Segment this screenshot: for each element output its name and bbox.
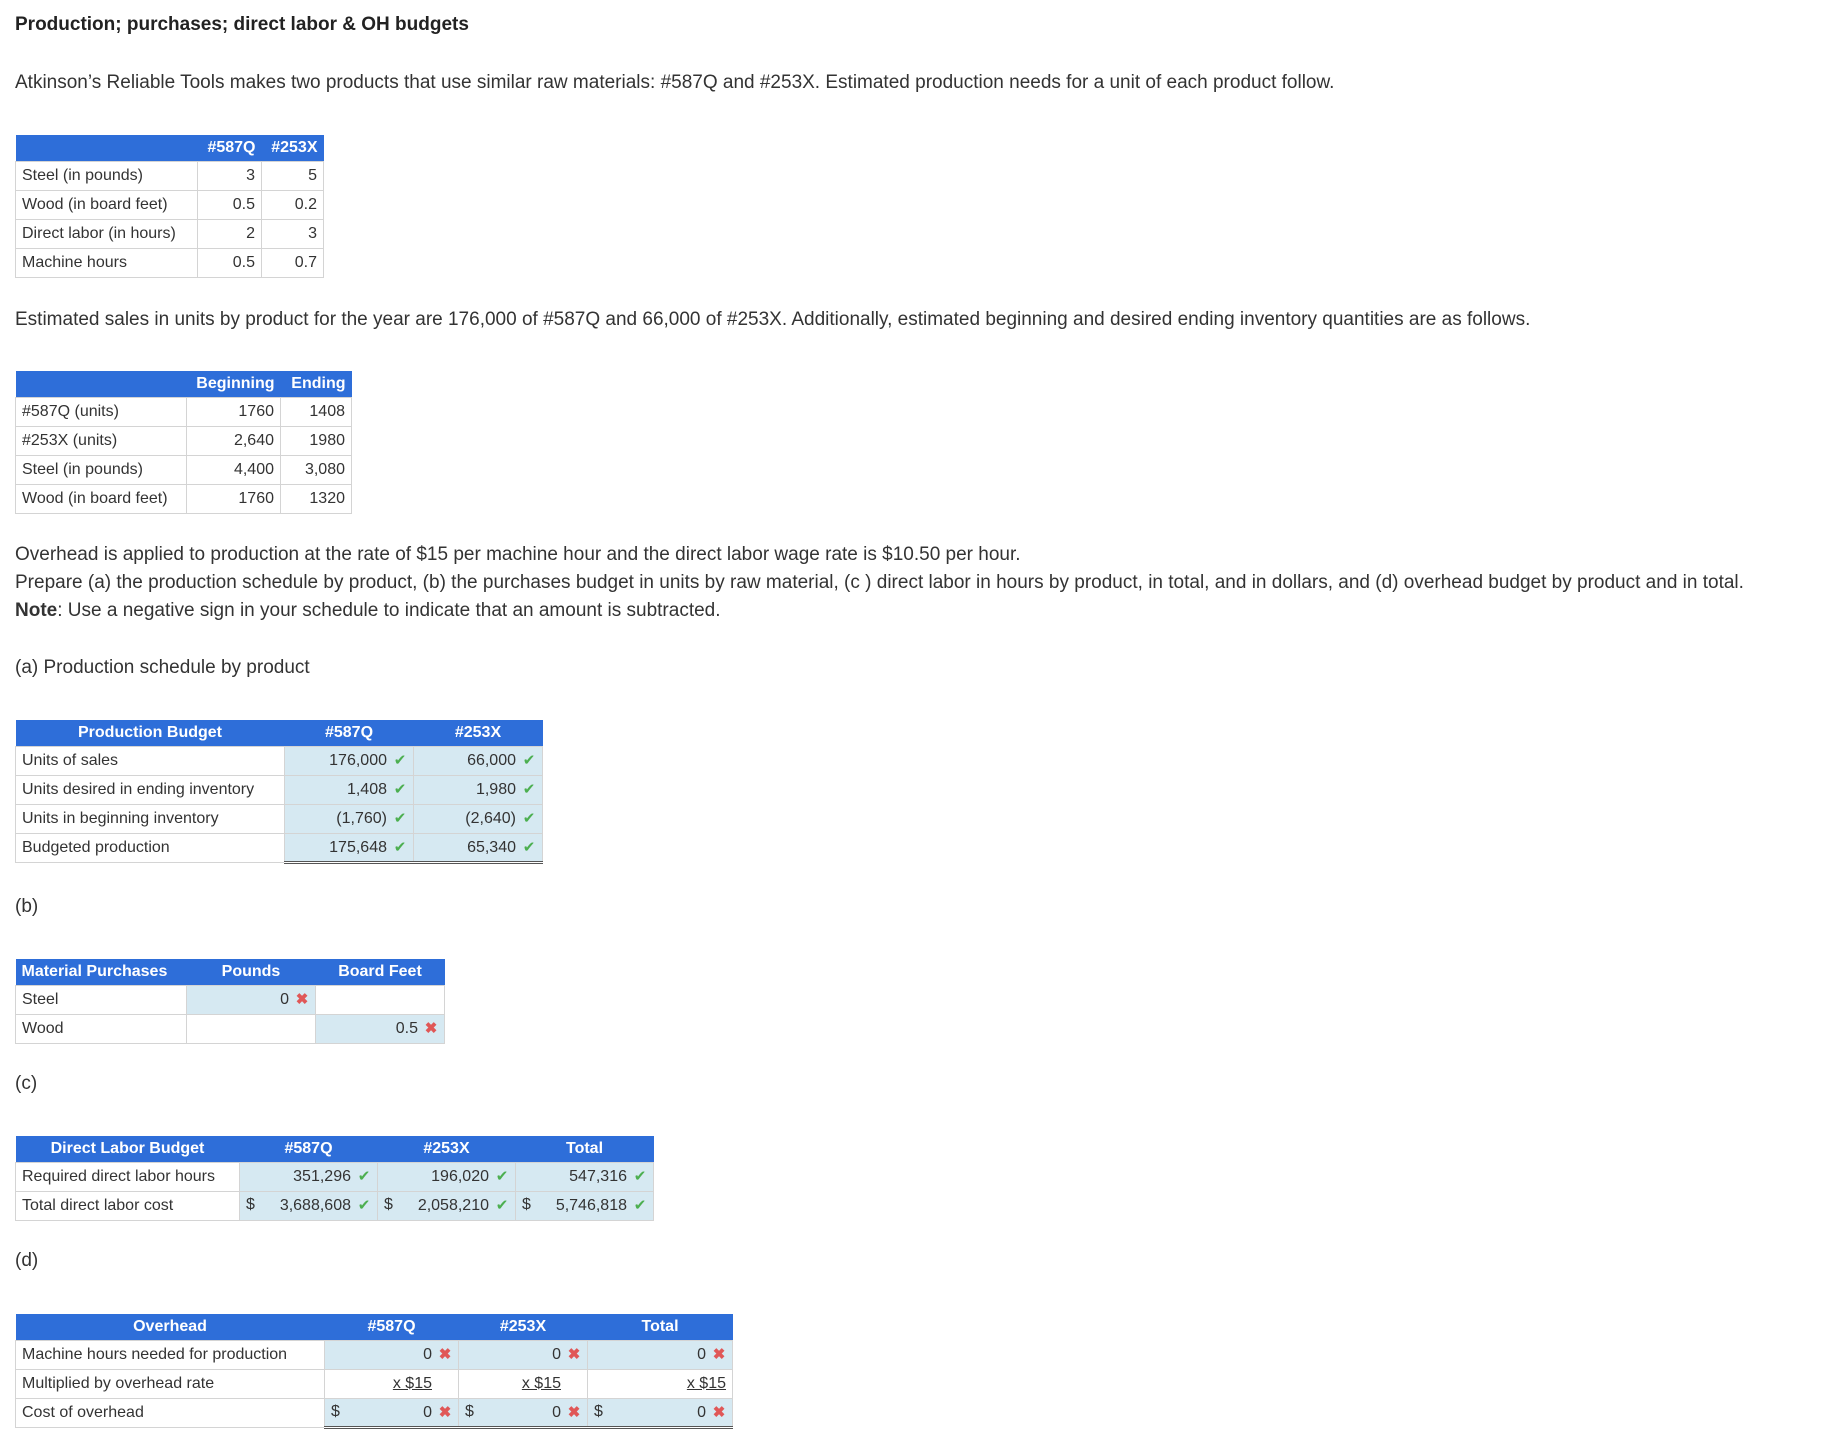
- instructions-line-1: Overhead is applied to production at the rate of $15 per machine hour and the direct labor wage rate is $10.50 per hour.: [15, 544, 1021, 565]
- direct-labor-header: Direct Labor Budget: [16, 1136, 240, 1162]
- check-icon: ✔: [357, 1168, 371, 1185]
- section-c-label: (c): [15, 1073, 38, 1094]
- material-purchases-header: Material Purchases: [16, 959, 187, 985]
- note-text: : Use a negative sign in your schedule to indicate that an amount is subtracted.: [57, 600, 721, 621]
- material-purchases-table: [15, 959, 445, 1044]
- col-header-587q: #587Q: [198, 135, 262, 161]
- check-icon: ✔: [393, 810, 407, 827]
- row-label: Wood (in board feet): [16, 190, 198, 219]
- row-label: Total direct labor cost: [16, 1191, 240, 1220]
- beginning-value: 1760: [187, 484, 281, 513]
- value-587q: 2: [198, 219, 262, 248]
- intro-text: Atkinson’s Reliable Tools makes two products that use similar raw materials: #587Q and #253X. Estimated production needs for a unit of each product follow.: [15, 72, 1335, 93]
- table-row: [16, 426, 352, 455]
- row-label: Multiplied by overhead rate: [16, 1369, 325, 1398]
- check-icon: ✔: [495, 1168, 509, 1185]
- table-row: [16, 219, 324, 248]
- currency-symbol: $: [465, 1402, 474, 1420]
- col-header-beginning: Beginning: [187, 371, 281, 397]
- currency-symbol: $: [594, 1402, 603, 1420]
- check-icon: ✔: [633, 1168, 647, 1185]
- overhead-rate-253x: x $15: [459, 1369, 588, 1398]
- machine-hours-253x-field[interactable]: 0 ✖: [459, 1340, 588, 1369]
- wood-pounds-cell: [187, 1014, 316, 1043]
- check-icon: ✔: [393, 781, 407, 798]
- overhead-budget-table: [15, 1314, 733, 1429]
- overhead-cost-253x-field[interactable]: $ 0 ✖: [459, 1398, 588, 1427]
- value-253x: 3: [262, 219, 324, 248]
- machine-hours-587q-field[interactable]: 0 ✖: [325, 1340, 459, 1369]
- section-b-label: (b): [15, 896, 39, 917]
- table-row: [16, 804, 543, 833]
- wood-board-feet-field[interactable]: 0.5 ✖: [316, 1014, 445, 1043]
- cross-icon: ✖: [295, 991, 309, 1008]
- check-icon: ✔: [522, 810, 536, 827]
- table-row: [16, 190, 324, 219]
- ending-inventory-253x-field[interactable]: 1,980 ✔: [414, 775, 543, 804]
- ending-value: 1320: [281, 484, 352, 513]
- cross-icon: ✖: [438, 1403, 452, 1421]
- labor-cost-253x-field[interactable]: $ 2,058,210 ✔: [378, 1191, 516, 1220]
- row-label: Required direct labor hours: [16, 1162, 240, 1191]
- table-row: [16, 397, 352, 426]
- row-label: Units desired in ending inventory: [16, 775, 285, 804]
- check-icon: ✔: [393, 752, 407, 769]
- ending-value: 1408: [281, 397, 352, 426]
- value-253x: 5: [262, 161, 324, 190]
- col-header-253x: #253X: [414, 720, 543, 746]
- page-title: Production; purchases; direct labor & OH budgets: [15, 14, 469, 35]
- col-header-board-feet: Board Feet: [316, 959, 445, 985]
- section-d-label: (d): [15, 1250, 39, 1271]
- overhead-rate-587q: x $15: [325, 1369, 459, 1398]
- units-of-sales-587q-field[interactable]: 176,000 ✔: [285, 746, 414, 775]
- beginning-value: 2,640: [187, 426, 281, 455]
- row-label: #587Q (units): [16, 397, 187, 426]
- value-587q: 3: [198, 161, 262, 190]
- ending-value: 3,080: [281, 455, 352, 484]
- table-row: [16, 1191, 654, 1220]
- beginning-inventory-253x-field[interactable]: (2,640) ✔: [414, 804, 543, 833]
- cross-icon: ✖: [712, 1403, 726, 1421]
- labor-hours-253x-field[interactable]: 196,020 ✔: [378, 1162, 516, 1191]
- row-label: Steel: [16, 985, 187, 1014]
- labor-cost-587q-field[interactable]: $ 3,688,608 ✔: [240, 1191, 378, 1220]
- table-row: [16, 833, 543, 862]
- budgeted-production-253x-field[interactable]: 65,340 ✔: [414, 833, 543, 862]
- row-label: Machine hours needed for production: [16, 1340, 325, 1369]
- check-icon: ✔: [522, 752, 536, 769]
- table-row: [16, 484, 352, 513]
- cross-icon: ✖: [567, 1403, 581, 1421]
- table-row: [16, 1014, 445, 1043]
- currency-symbol: $: [246, 1196, 255, 1213]
- check-icon: ✔: [633, 1197, 647, 1214]
- row-label: Machine hours: [16, 248, 198, 277]
- currency-symbol: $: [522, 1196, 531, 1213]
- cross-icon: ✖: [567, 1346, 581, 1363]
- row-label: Direct labor (in hours): [16, 219, 198, 248]
- labor-hours-total-field[interactable]: 547,316 ✔: [516, 1162, 654, 1191]
- value-253x: 0.2: [262, 190, 324, 219]
- col-header-253x: #253X: [459, 1314, 588, 1340]
- beginning-value: 4,400: [187, 455, 281, 484]
- beginning-inventory-587q-field[interactable]: (1,760) ✔: [285, 804, 414, 833]
- col-header-587q: #587Q: [325, 1314, 459, 1340]
- section-a-label: (a) Production schedule by product: [15, 657, 310, 678]
- col-header-587q: #587Q: [285, 720, 414, 746]
- sales-text: Estimated sales in units by product for the year are 176,000 of #587Q and 66,000 of #253X. Additionally, estimated beginning and desired ending inventory quantities are as follows.: [15, 309, 1531, 330]
- check-icon: ✔: [393, 838, 407, 856]
- table-row: [16, 1162, 654, 1191]
- value-587q: 0.5: [198, 190, 262, 219]
- budgeted-production-587q-field[interactable]: 175,648 ✔: [285, 833, 414, 862]
- check-icon: ✔: [522, 838, 536, 856]
- check-icon: ✔: [357, 1197, 371, 1214]
- table-row: [16, 1398, 733, 1427]
- table-row: [16, 985, 445, 1014]
- col-header-ending: Ending: [281, 371, 352, 397]
- col-header-253x: #253X: [262, 135, 324, 161]
- row-label: Wood: [16, 1014, 187, 1043]
- instructions-note: [15, 600, 721, 622]
- check-icon: ✔: [495, 1197, 509, 1214]
- overhead-rate-total: x $15: [588, 1369, 733, 1398]
- ending-value: 1980: [281, 426, 352, 455]
- production-budget-header: Production Budget: [16, 720, 285, 746]
- col-header-total: Total: [516, 1136, 654, 1162]
- instructions-line-2: Prepare (a) the production schedule by product, (b) the purchases budget in units by raw material, (c ) direct labor in hours by product, in total, and in dollars, and (d) overhead budget by product and in total.: [15, 572, 1744, 593]
- value-253x: 0.7: [262, 248, 324, 277]
- note-label: Note: [15, 600, 58, 621]
- overhead-header: Overhead: [16, 1314, 325, 1340]
- beginning-value: 1760: [187, 397, 281, 426]
- currency-symbol: $: [331, 1402, 340, 1420]
- check-icon: ✔: [522, 781, 536, 798]
- inventory-table: [15, 371, 352, 514]
- row-label: Cost of overhead: [16, 1398, 325, 1427]
- corner-header: [16, 135, 198, 161]
- col-header-total: Total: [588, 1314, 733, 1340]
- row-label: Steel (in pounds): [16, 161, 198, 190]
- labor-cost-total-field[interactable]: $ 5,746,818 ✔: [516, 1191, 654, 1220]
- row-label: Wood (in board feet): [16, 484, 187, 513]
- cross-icon: ✖: [438, 1346, 452, 1363]
- overhead-cost-587q-field[interactable]: $ 0 ✖: [325, 1398, 459, 1427]
- ending-inventory-587q-field[interactable]: 1,408 ✔: [285, 775, 414, 804]
- table-row: [16, 455, 352, 484]
- steel-pounds-field[interactable]: 0 ✖: [187, 985, 316, 1014]
- table-row: [16, 775, 543, 804]
- units-of-sales-253x-field[interactable]: 66,000 ✔: [414, 746, 543, 775]
- cross-icon: ✖: [424, 1020, 438, 1037]
- table-row: [16, 1369, 733, 1398]
- value-587q: 0.5: [198, 248, 262, 277]
- direct-labor-budget-table: [15, 1136, 654, 1221]
- labor-hours-587q-field[interactable]: 351,296 ✔: [240, 1162, 378, 1191]
- overhead-cost-total-field[interactable]: $ 0 ✖: [588, 1398, 733, 1427]
- row-label: #253X (units): [16, 426, 187, 455]
- steel-board-feet-cell: [316, 985, 445, 1014]
- row-label: Steel (in pounds): [16, 455, 187, 484]
- production-needs-table: [15, 135, 324, 278]
- table-row: [16, 746, 543, 775]
- row-label: Units in beginning inventory: [16, 804, 285, 833]
- row-label: Units of sales: [16, 746, 285, 775]
- table-row: [16, 161, 324, 190]
- row-label: Budgeted production: [16, 833, 285, 862]
- table-row: [16, 248, 324, 277]
- machine-hours-total-field[interactable]: 0 ✖: [588, 1340, 733, 1369]
- production-budget-table: [15, 720, 543, 864]
- corner-header: [16, 371, 187, 397]
- col-header-pounds: Pounds: [187, 959, 316, 985]
- col-header-253x: #253X: [378, 1136, 516, 1162]
- table-row: [16, 1340, 733, 1369]
- cross-icon: ✖: [712, 1346, 726, 1363]
- col-header-587q: #587Q: [240, 1136, 378, 1162]
- currency-symbol: $: [384, 1196, 393, 1213]
